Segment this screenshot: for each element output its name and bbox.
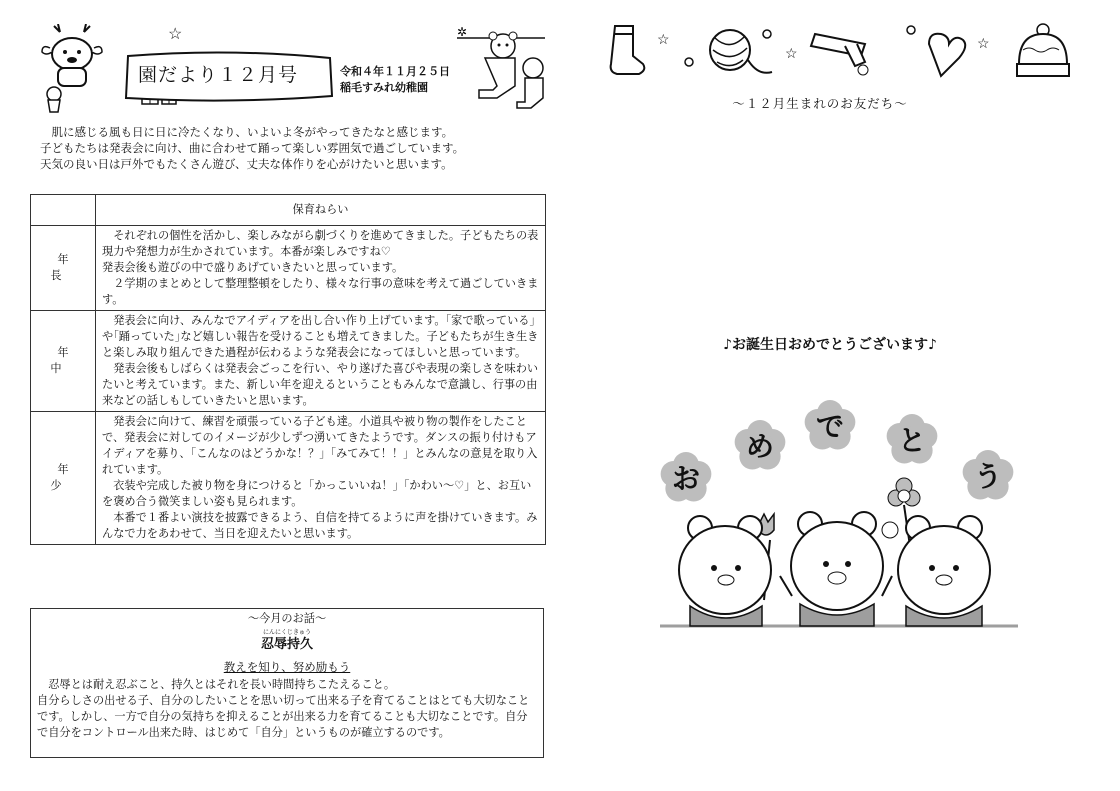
yarn-ball-icon [710,30,772,73]
birthday-message: ♪お誕生日おめでとうございます♪ [723,337,937,353]
row-text-nencho [96,226,546,311]
stocking-icon [455,24,565,114]
balloon-letter [805,400,856,450]
balloon-character: め [745,430,775,463]
stocking-decoration [455,24,565,118]
intro-text [40,124,550,172]
goal-line: 発表会後も遊びの中で盛りあげていきたいと思っています。 [102,261,404,274]
svg-text:✲: ✲ [457,25,468,39]
sock-icon [611,26,645,74]
issue-info [340,64,450,96]
childcare-goals-table [30,194,546,545]
knit-hat-icon [1017,24,1069,76]
issue-date: 令和４年１１月２５日 [340,65,450,78]
table-row [31,311,546,412]
goal-line: 本番で１番よい演技を披露できるよう、自信を持てるように声を掛けていきます。みんなで力をあわせて、当日を迎えたいと思います。 [102,511,538,540]
newsletter-banner [120,50,336,104]
balloon-letter [661,452,712,502]
idiom-title: 忍辱持久 [260,637,313,652]
story-body [31,677,543,741]
intro-line: 天気の良い日は戸外でもたくさん遊び、丈夫な体作りを心がけたいと思います。 [40,157,453,171]
row-label-nencho: 年長 [31,226,96,311]
row-label-nenchu: 年中 [31,311,96,412]
story-heading: 〜今月のお話〜 [247,612,327,625]
story-line: 忍辱とは耐え忍ぶこと、持久とはそれを長い時間持ちこたえること。 [37,678,396,691]
balloon-letter [887,414,938,464]
row-text-nensho [96,412,546,545]
row-label-nensho: 年少 [31,412,96,545]
table-row [31,412,546,545]
intro-line: 肌に感じる風も日に日に冷たくなり、いよいよ冬がやってきたなと感じます。 [40,125,454,139]
star-icon: ☆ [657,32,670,48]
goal-line: 発表会に向けて、練習を頑張っている子ども達。小道具や被り物の製作をしたことで、発表会に対してのイメージが少しずつ湧いてきたようです。ダンスの振り付けもアイディアを募り、「こんなのはどうかな！？」「みてみて！！」とみんなの意見を取り入れています。 [102,415,538,476]
goal-line: ２学期のまとめとして整理整頓をしたり、様々な行事の意味を考えて過ごしていきます。 [102,277,539,306]
balloon-letter [963,450,1014,500]
mitten-icon [929,34,965,76]
table-header: 保育ねらい [96,195,546,226]
bear-icon [780,512,892,626]
gingerbread-icon [47,87,61,101]
story-line: 自分らしさの出せる子、自分のしたいことを思い切って出来る子を育てることはとても大切なことです。しかし、一方で自分の気持ちを抑えることが出来る力を育てることも大切なことです。自分で自分をコントロール出来た時、はじめて「自分」というものが確立するのです。 [37,694,530,739]
goal-line: それぞれの個性を活かし、楽しみながら劇づくりを進めてきました。子どもたちの表現力や発想力が生かされています。本番が楽しみですね♡ [102,229,539,258]
table-row [31,226,546,311]
birthday-title: 〜１２月生まれのお友だち〜 [732,96,908,111]
table-header-row [31,195,546,226]
balloon-character: で [815,410,845,443]
reindeer-decoration [40,24,183,118]
monthly-story-box [30,608,544,758]
intro-line: 子どもたちは発表会に向け、曲に合わせて踊って楽しい雰囲気で過ごしています。 [40,141,465,155]
reindeer-icon [40,24,120,114]
bear-icon [898,516,990,626]
table-corner-cell [31,195,96,226]
scarf-icon [811,34,868,75]
goal-line: 発表会に向け、みんなでアイディアを出し合い作り上げています。｢家で歌っている｣や｢踊っていた｣など嬉しい報告を受けることも増えてきました。子どもたちが生き生きと楽しみ取り組んできた過程が伝わるような発表会になってほしいと思っています。 [102,314,539,359]
winter-icons-row [605,20,1075,84]
bear-icon [679,516,771,626]
balloon-character: と [897,424,927,457]
birthday-illustration [650,400,1030,634]
goal-line: 衣装や完成した被り物を身につけると「かっこいいね！」「かわい〜♡」と、お互いを褒め合う微笑ましい姿も見られます。 [102,479,532,508]
balloon-letter [735,420,786,470]
balloon-character: う [973,460,1003,493]
story-moral: 教えを知り、努め励もう [223,660,351,674]
idiom-reading: にんにくじきゅう [262,629,311,636]
star-icon: ☆ [977,36,990,52]
star-icon: ☆ [168,24,183,43]
idiom-block [31,629,543,653]
newsletter-title: 園だより１２月号 [138,64,299,86]
star-icon: ☆ [785,46,798,62]
school-name: 稲毛すみれ幼稚園 [340,81,428,94]
balloon-character: お [671,462,701,495]
goal-line: 発表会後もしばらくは発表会ごっこを行い、やり遂げた喜びや表現の楽しさを味わいたいと考えています。また、新しい年を迎えるということもみんなで意識し、行事の由来などの話しもしていきたいと思います。 [102,362,539,407]
row-text-nenchu [96,311,546,412]
